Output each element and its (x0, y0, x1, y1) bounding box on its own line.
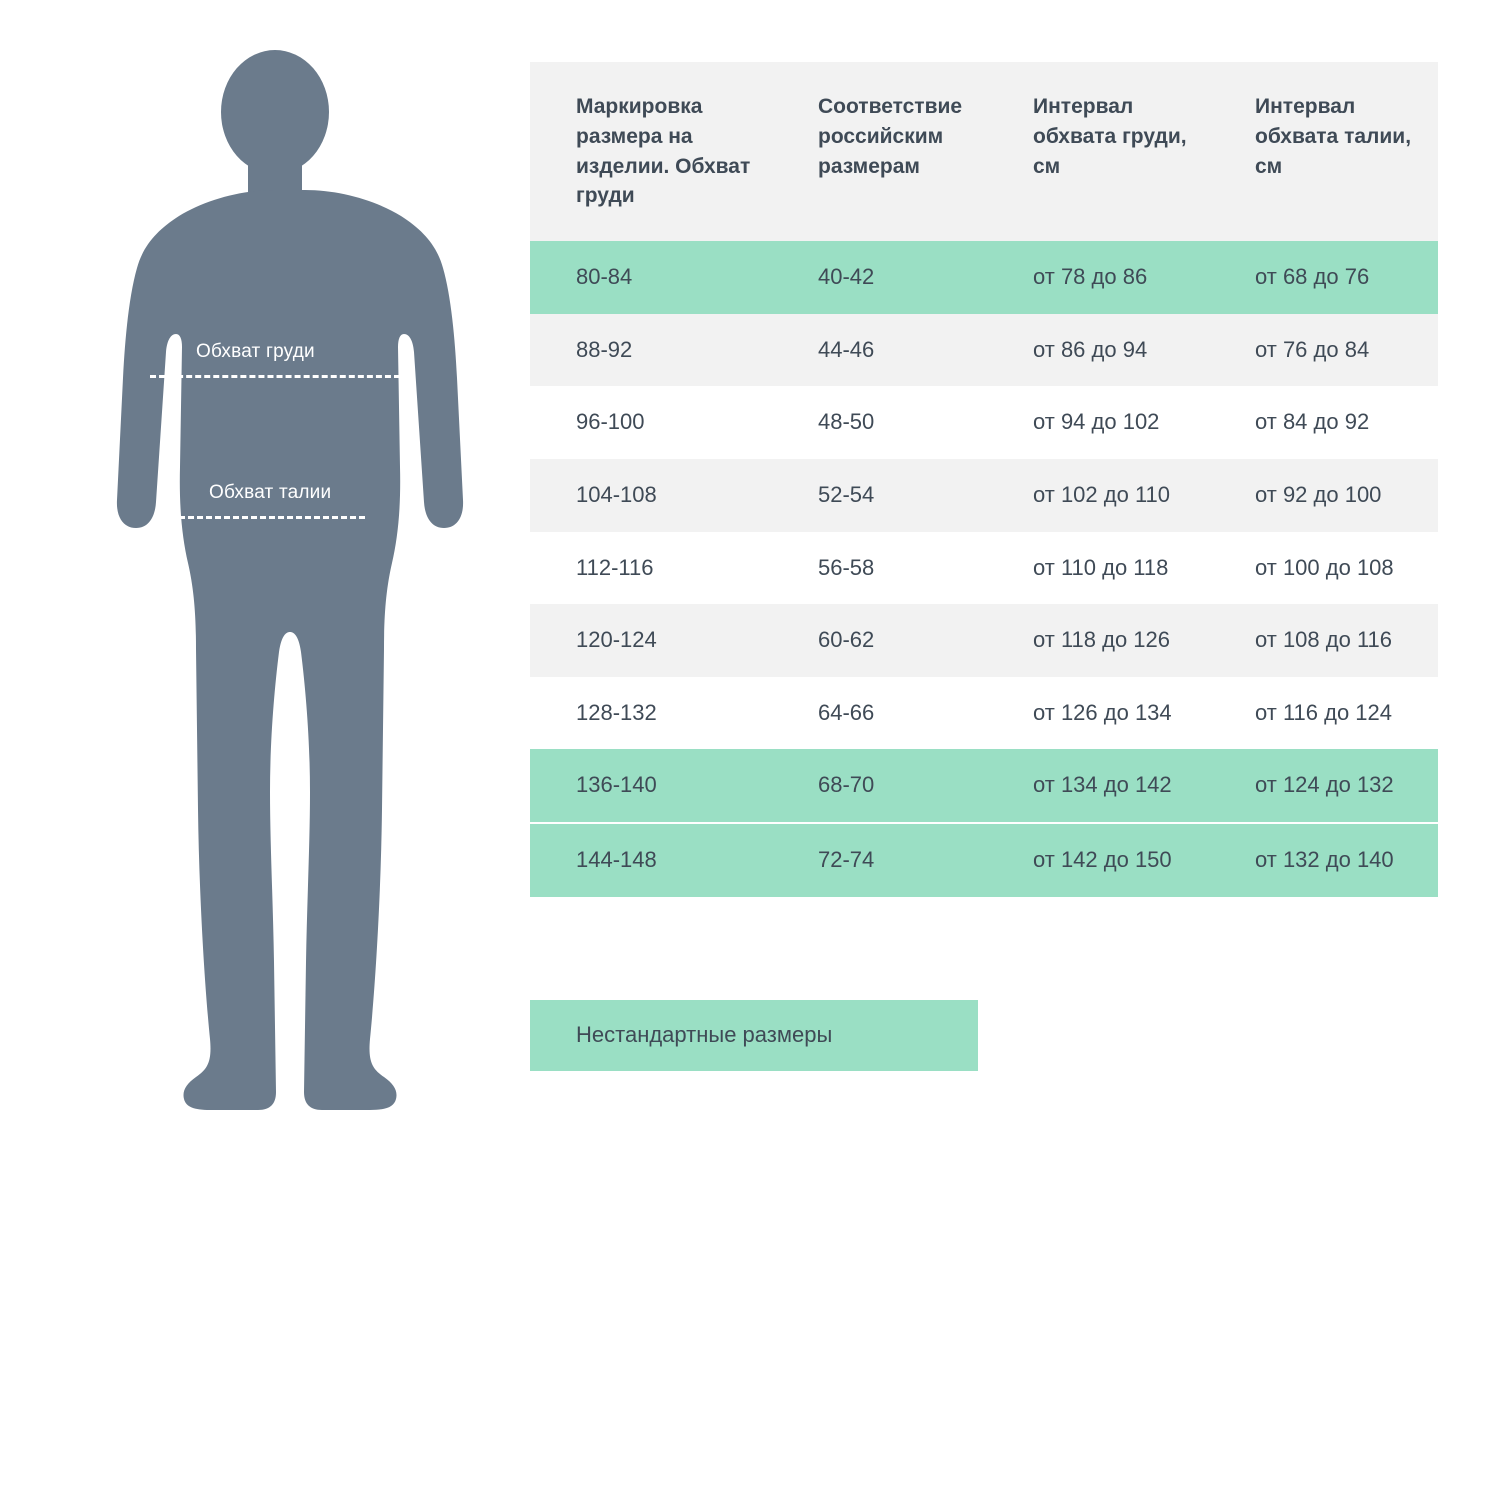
legend-nonstandard-sizes: Нестандартные размеры (530, 1000, 978, 1071)
column-header-marking: Маркировка размера на изделии. Обхват груди (530, 62, 772, 241)
table-header (530, 62, 1438, 241)
table-row (530, 314, 1438, 387)
cell-russian: 44-46 (772, 314, 987, 387)
cell-russian: 56-58 (772, 532, 987, 605)
waist-measure-label: Обхват талии (195, 474, 345, 512)
table-row (530, 459, 1438, 532)
cell-marking: 80-84 (530, 241, 772, 314)
cell-marking: 96-100 (530, 386, 772, 459)
table-row (530, 532, 1438, 605)
chest-measure-line (150, 375, 400, 378)
cell-chest: от 110 до 118 (987, 532, 1209, 605)
table-row (530, 604, 1438, 677)
cell-waist: от 76 до 84 (1209, 314, 1438, 387)
table-row (530, 749, 1438, 823)
cell-waist: от 92 до 100 (1209, 459, 1438, 532)
table-header-row (530, 62, 1438, 241)
cell-russian: 48-50 (772, 386, 987, 459)
body-figure (60, 40, 500, 1260)
cell-russian: 60-62 (772, 604, 987, 677)
cell-waist: от 108 до 116 (1209, 604, 1438, 677)
table-row (530, 241, 1438, 314)
size-table (530, 62, 1438, 897)
cell-marking: 112-116 (530, 532, 772, 605)
cell-waist: от 132 до 140 (1209, 823, 1438, 897)
cell-chest: от 142 до 150 (987, 823, 1209, 897)
cell-chest: от 94 до 102 (987, 386, 1209, 459)
cell-waist: от 100 до 108 (1209, 532, 1438, 605)
body-silhouette-icon (60, 40, 500, 1260)
cell-waist: от 116 до 124 (1209, 677, 1438, 750)
column-header-chest-range: Интервал обхвата груди, см (987, 62, 1209, 241)
cell-russian: 64-66 (772, 677, 987, 750)
cell-waist: от 68 до 76 (1209, 241, 1438, 314)
waist-measure-line (170, 516, 365, 519)
cell-chest: от 126 до 134 (987, 677, 1209, 750)
chest-measure-label: Обхват груди (182, 333, 329, 371)
cell-marking: 104-108 (530, 459, 772, 532)
cell-waist: от 124 до 132 (1209, 749, 1438, 823)
cell-chest: от 86 до 94 (987, 314, 1209, 387)
table-row (530, 823, 1438, 897)
column-header-waist-range: Интервал обхвата талии, см (1209, 62, 1438, 241)
cell-waist: от 84 до 92 (1209, 386, 1438, 459)
cell-marking: 120-124 (530, 604, 772, 677)
column-header-russian-size: Соответствие российским размерам (772, 62, 987, 241)
cell-russian: 68-70 (772, 749, 987, 823)
cell-marking: 144-148 (530, 823, 772, 897)
cell-chest: от 102 до 110 (987, 459, 1209, 532)
cell-russian: 72-74 (772, 823, 987, 897)
cell-marking: 136-140 (530, 749, 772, 823)
cell-russian: 40-42 (772, 241, 987, 314)
cell-marking: 128-132 (530, 677, 772, 750)
cell-chest: от 118 до 126 (987, 604, 1209, 677)
cell-marking: 88-92 (530, 314, 772, 387)
table-row (530, 386, 1438, 459)
cell-chest: от 78 до 86 (987, 241, 1209, 314)
size-table-container (530, 62, 1438, 897)
table-row (530, 677, 1438, 750)
cell-chest: от 134 до 142 (987, 749, 1209, 823)
cell-russian: 52-54 (772, 459, 987, 532)
table-body (530, 241, 1438, 896)
